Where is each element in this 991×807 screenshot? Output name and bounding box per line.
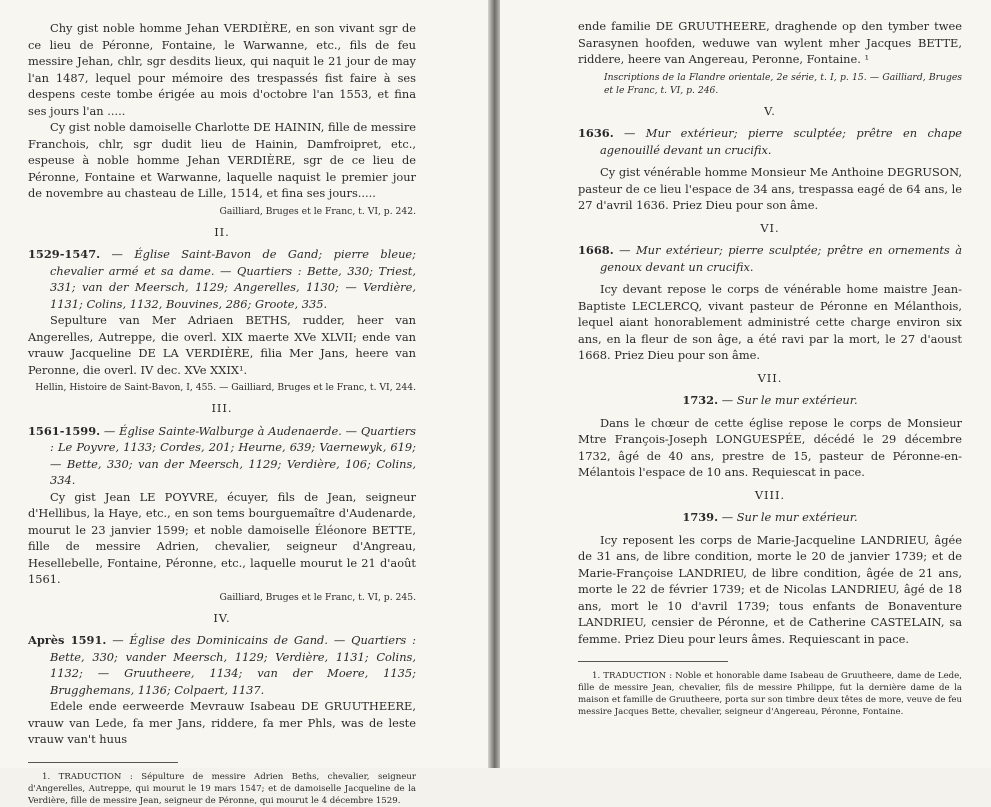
section-heading: III. bbox=[211, 401, 233, 415]
footnote: 1. TRADUCTION : Noble et honorable dame Isabeau de Gruutheere, dame de Lede, fille de messire Jean, chevalier, fils de messire Philippe, fut la dernière dame de la maison et famille de Gruutheere, porta sur son timbre deux têtes de more, veuve de feu messire Jacques Bette, chevalier, seigneur d'Angereau, Péronne, Fontaine. bbox=[578, 671, 962, 717]
entry-header bbox=[578, 509, 962, 526]
entry-date: 1636. bbox=[578, 126, 614, 140]
entry-header bbox=[28, 246, 416, 312]
section-heading: II. bbox=[214, 224, 230, 239]
entry-date: 1529-1547. bbox=[28, 247, 101, 261]
entry-description: — Sur le mur extérieur. bbox=[718, 510, 858, 524]
epitaph-degruson: Cy gist vénérable homme Monsieur Me Anthoine DEGRUSON, pasteur de ce lieu l'espace de 34 ans, trespassa eagé de 64 ans, le 27 d'avril 1636. Priez Dieu pour son âme. bbox=[578, 165, 962, 212]
epitaph-landrieu: Icy reposent les corps de Marie-Jacqueline LANDRIEU, âgée de 31 ans, de libre condition, morte le 20 de janvier 1739; et de Marie-Françoise LANDRIEU, de libre condition, âgée de 21 ans, morte le 22 de février 1739; et de Nicolas LANDRIEU, âgé de 18 ans, mort le 10 d'avril 1739; tous enfants de Bonaventure LANDRIEU, censier de Péronne, et de Catherine CASTELAIN, sa femme. Priez Dieu pour leurs âmes. Requiescant in pace. bbox=[578, 532, 962, 646]
source-citation: Gailliard, Bruges et le Franc, t. VI, p. 242. bbox=[219, 205, 416, 217]
entry-header bbox=[28, 423, 416, 489]
book-gutter bbox=[488, 0, 500, 768]
right-page bbox=[500, 0, 991, 768]
entry-header bbox=[578, 242, 962, 275]
epitaph-gruutheere: Edele ende eerweerde Mevrauw Isabeau DE GRUUTHEERE, vrauw van Lede, fa mer Jans, riddere, fa mer Phls, was de leste vrauw van't huus bbox=[28, 699, 416, 746]
left-page bbox=[0, 0, 488, 806]
entry-header bbox=[28, 632, 416, 698]
entry-date: 1739. bbox=[682, 510, 719, 524]
section-heading: IV. bbox=[213, 610, 231, 625]
entry-description: — Église Saint-Bavon de Gand; pierre bleue; chevalier armé et sa dame. — Quartiers : Bette, 330; Triest, 331; van der Meersch, 1129; Angerelles, 1130; — Verdière, 1131; Colins, 1132, Bouvines, 286; Groote, 335. bbox=[50, 247, 416, 311]
source-citation: Gailliard, Bruges et le Franc, t. VI, p. 245. bbox=[219, 591, 416, 603]
entry-description: — Église des Dominicains de Gand. — Quartiers : Bette, 330; vander Meersch, 1129; Verdière, 1131; Colins, 1132; — Gruutheere, 1134; van der Moere, 1135; Brugghemans, 1136; Colpaert, 1137. bbox=[50, 633, 416, 697]
entry-date: 1561-1599. bbox=[28, 423, 101, 438]
epitaph-beths: Sepulture van Mer Adriaen BETHS, rudder, heer van Angerelles, Autreppe, die overl. XIX maerte XVe XLVII; ende van vrauw Jacqueline DE LA VERDIÈRE, filia Mer Jans, heere van Peronne, die overl. IV dec. XVe XXIX¹. bbox=[28, 313, 416, 377]
footnote: 1. TRADUCTION : Sépulture de messire Adrien Beths, chevalier, seigneur d'Angerelles, Autreppe, qui mourut le 19 mars 1547; et de damoiselle Jacqueline de la Verdière, fille de messire Jean, seigneur de Péronne, qui mourut le 4 décembre 1529. bbox=[28, 771, 416, 806]
footnote-divider bbox=[28, 762, 178, 763]
source-citation: Hellin, Histoire de Saint-Bavon, I, 455. — Gailliard, Bruges et le Franc, t. VI, 244. bbox=[35, 382, 416, 393]
left-page-text bbox=[28, 20, 416, 807]
entry-description: — Église Sainte-Walburge à Audenaerde. — Quartiers : Le Poyvre, 1133; Cordes, 201; Heurne, 639; Vaernewyk, 619; — Bette, 330; van der Meersch, 1129; Verdière, 106; Colins, 334. bbox=[50, 423, 416, 487]
source-citation: Inscriptions de la Flandre orientale, 2e série, t. I, p. 15. — Gailliard, Bruges et le Franc, t. VI, p. 246. bbox=[604, 71, 962, 96]
entry-header bbox=[578, 125, 962, 158]
entry-description: — Sur le mur extérieur. bbox=[718, 393, 858, 407]
section-heading: V. bbox=[764, 103, 776, 118]
section-heading: VI. bbox=[760, 220, 780, 235]
entry-date: Après 1591. bbox=[28, 633, 107, 647]
section-heading: VIII. bbox=[754, 487, 786, 502]
entry-description: — Mur extérieur; pierre sculptée; prêtre en ornements à genoux devant un crucifix. bbox=[600, 243, 962, 274]
right-page-text bbox=[578, 18, 962, 718]
epitaph-leclercq: Icy devant repose le corps de vénérable home maistre Jean-Baptiste LECLERCQ, vivant pasteur de Péronne en Mélanthois, lequel aiant honorablement administré cette charge environ six ans, en la fleur de son âge, a été ravi par la mort, le 27 d'aoust 1668. Priez Dieu pour son âme. bbox=[578, 282, 962, 362]
epitaph-gruutheere-continued: ende familie DE GRUUTHEERE, draghende op den tymber twee Sarasynen hoofden, weduwe van wylent mher Jacques BETTE, riddere, heere van Angereau, Peronne, Fontaine. ¹ bbox=[578, 19, 962, 66]
epitaph-le-poyvre: Cy gist Jean LE POYVRE, écuyer, fils de Jean, seigneur d'Hellibus, la Haye, etc., en son tems bourguemaître d'Audenarde, mourut le 23 janvier 1599; et noble damoiselle Éléonore BETTE, fille de messire Adrien, chevalier, seigneur d'Angreau, Hesellebelle, Fontaine, Péronne, etc., laquelle mourut le 21 d'août 1561. bbox=[28, 489, 416, 586]
epitaph-longuespee: Dans le chœur de cette église repose le corps de Monsieur Mtre François-Joseph LONGUESPÉE, décédé le 29 décembre 1732, âgé de 40 ans, prestre de 15, pasteur de Péronne-en-Mélantois l'espace de 10 ans. Requiescat in pace. bbox=[578, 415, 962, 479]
entry-header bbox=[578, 392, 962, 409]
epitaph-verdiere: Chy gist noble homme Jehan VERDIÈRE, en son vivant sgr de ce lieu de Péronne, Fontaine, le Warwanne, etc., fils de feu messire Jehan, chlr, sgr desdits lieux, qui naquit le 21 jour de may l'an 1487, lequel pour mémoire des trespassés fist faire à ses despens ceste tombe érigée au mois d'octobre l'an 1553, et fina ses jours l'an ..... bbox=[28, 21, 416, 118]
entry-description: — Mur extérieur; pierre sculptée; prêtre en chape agenouillé devant un crucifix. bbox=[600, 126, 962, 157]
footnote-divider bbox=[578, 661, 728, 662]
entry-date: 1732. bbox=[682, 393, 719, 407]
section-heading: VII. bbox=[757, 370, 783, 385]
entry-date: 1668. bbox=[578, 243, 614, 257]
epitaph-hainin: Cy gist noble damoiselle Charlotte DE HAININ, fille de messire Franchois, chlr, sgr dudit lieu de Hainin, Damfroipret, etc., espeuse à noble homme Jehan VERDIÈRE, sgr de ce lieu de Péronne, Fontaine et Warwanne, laquelle naquist le premier jour de novembre au chasteau de Lille, 1514, et fina ses jours..... bbox=[28, 120, 416, 200]
